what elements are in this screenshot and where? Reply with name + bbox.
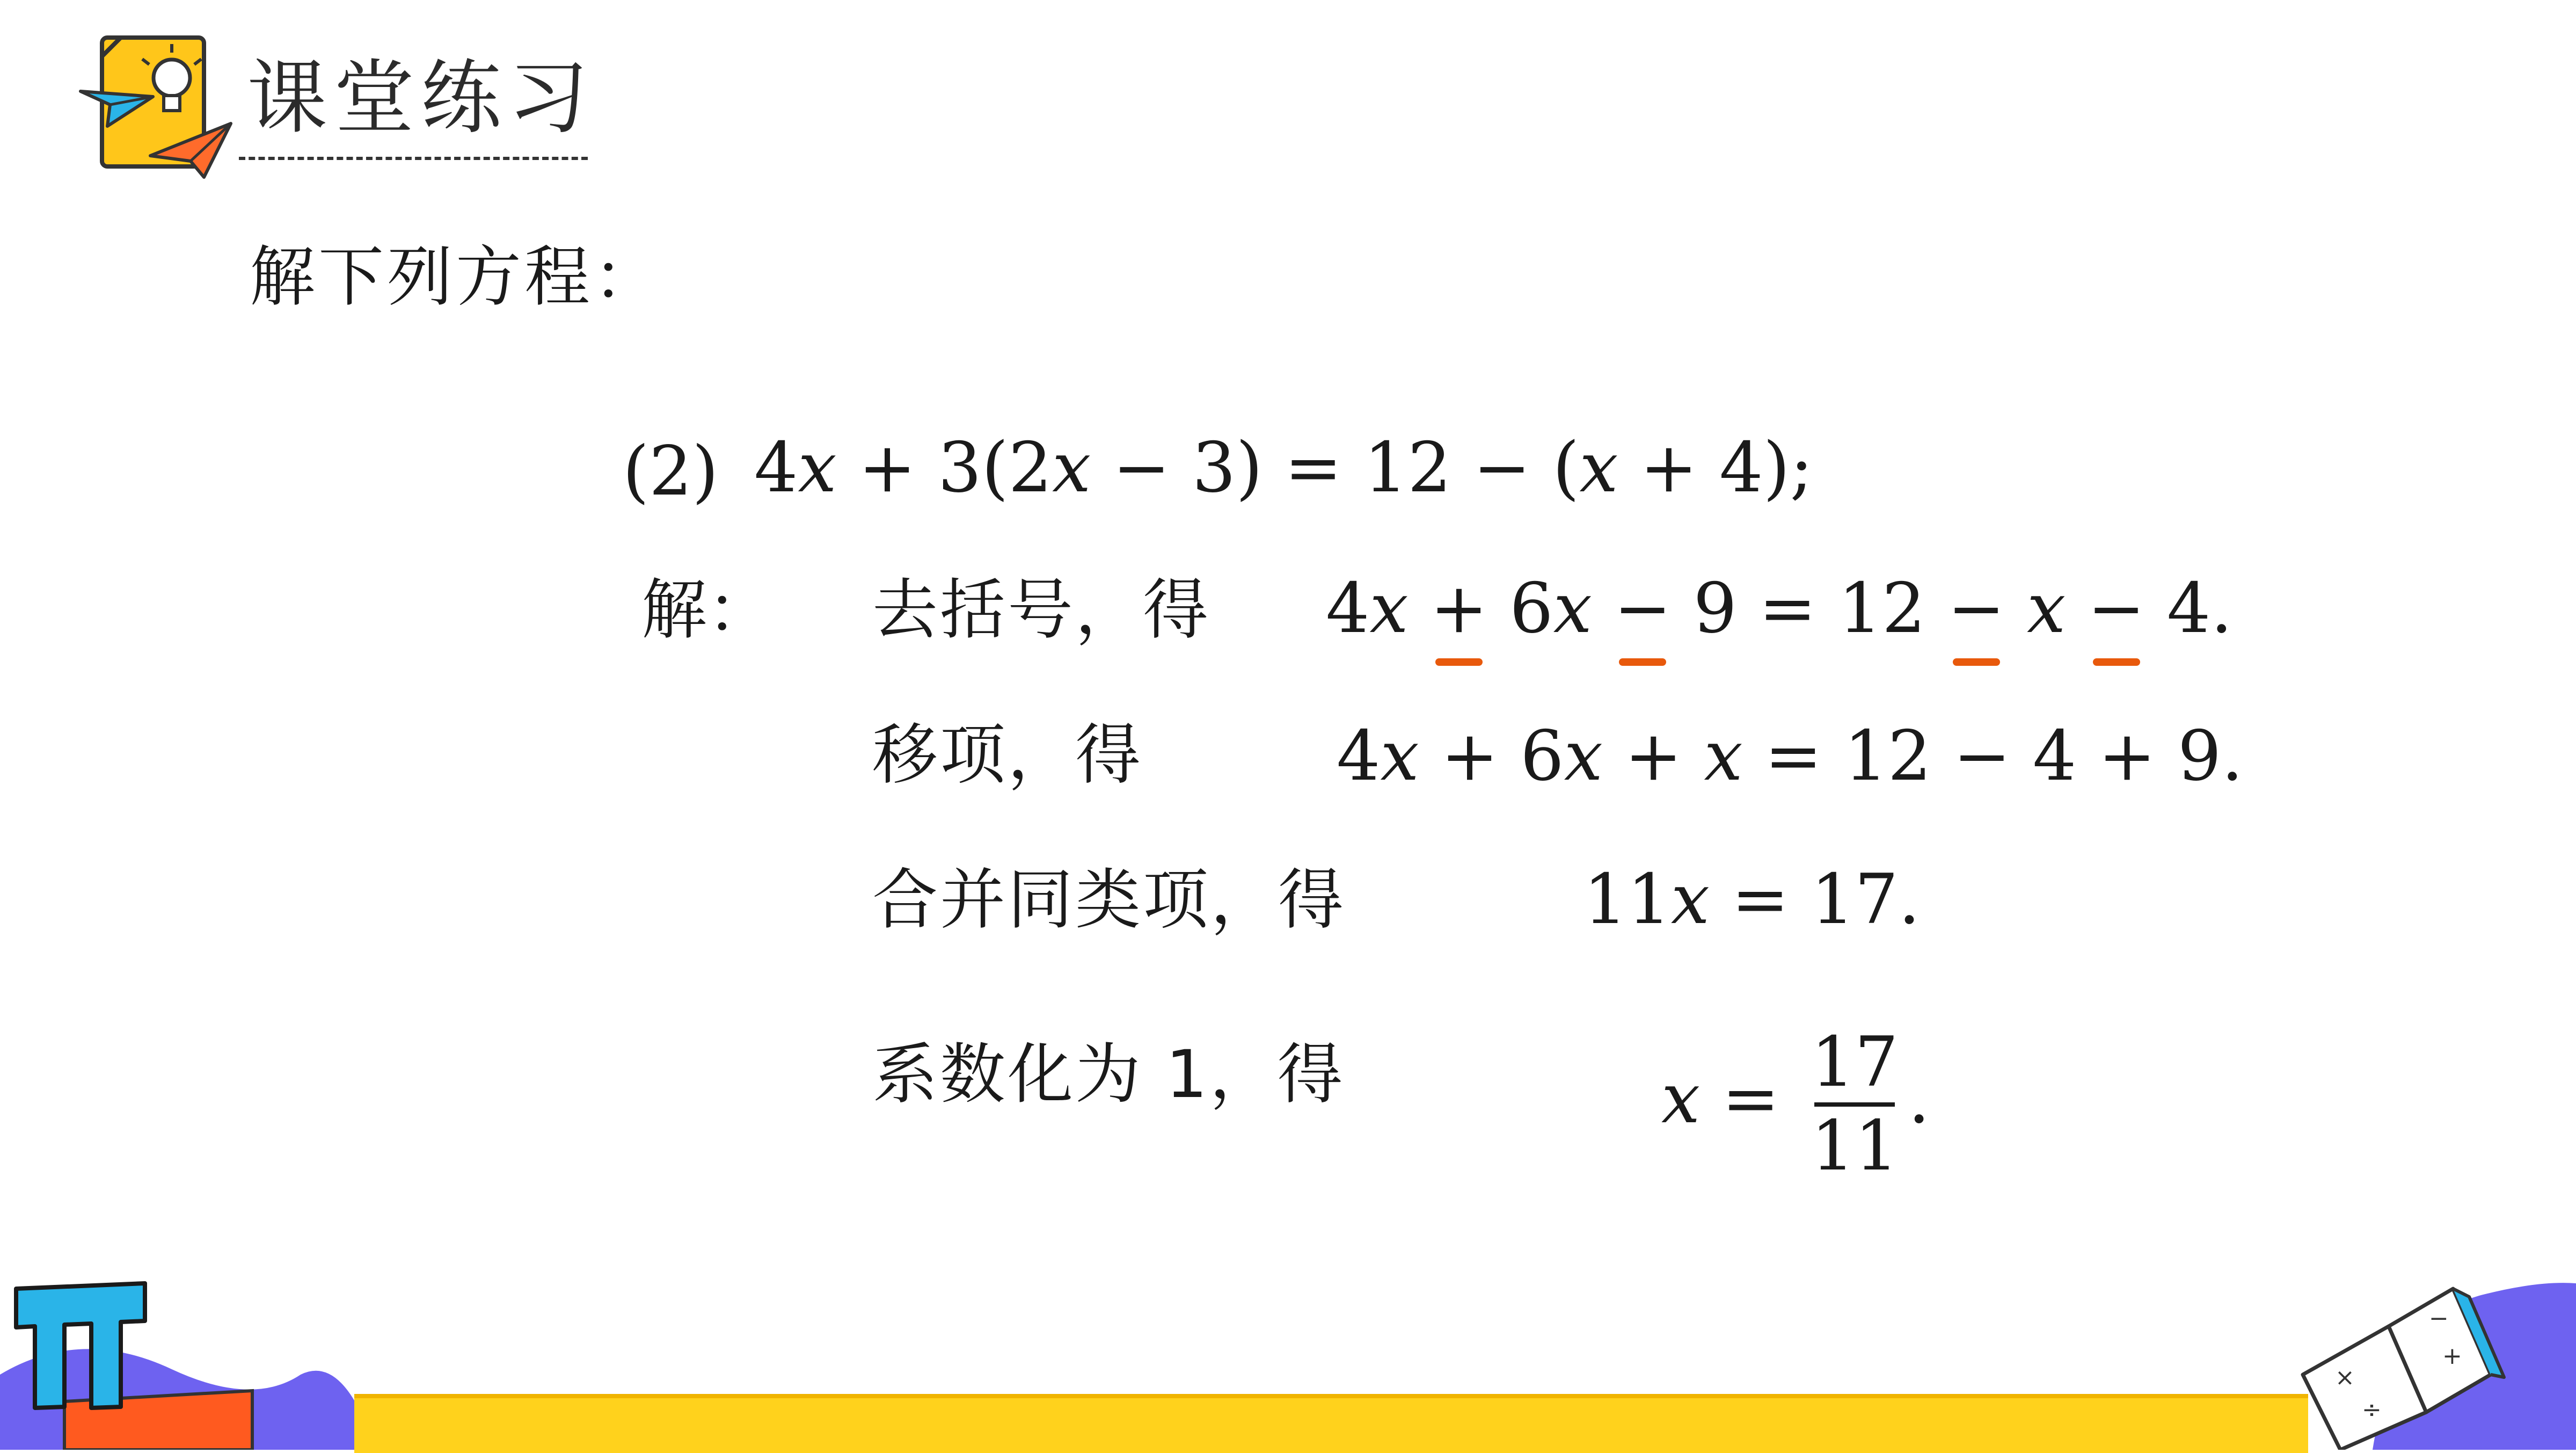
paper-plane-icon — [145, 118, 236, 183]
step-label: 合并同类项，得 — [872, 862, 1346, 938]
title-underline — [239, 157, 588, 160]
svg-text:×: × — [2335, 1364, 2355, 1391]
svg-text:+: + — [2442, 1342, 2462, 1370]
step-equation: 11x = 17. — [1583, 860, 1921, 940]
emphasis-mark — [2093, 658, 2140, 666]
svg-text:−: − — [2429, 1305, 2449, 1332]
problem-number: (2) — [623, 432, 719, 511]
bottom-band — [354, 1394, 2308, 1453]
problem-equation: 4x + 3(2x − 3) = 12 − (x + 4); — [754, 428, 1813, 508]
step-equation: 4x + 6x + x = 12 − 4 + 9. — [1337, 716, 2243, 796]
step-label: 去括号，得 — [872, 572, 1210, 648]
page-title: 课堂练习 — [247, 52, 595, 145]
step-label: 系数化为 1，得 — [872, 1036, 1345, 1113]
step-label: 移项，得 — [872, 717, 1143, 793]
svg-text:÷: ÷ — [2362, 1396, 2382, 1423]
solution-label: 解： — [641, 572, 772, 648]
step-equation: x = 17 11 . — [1661, 1022, 1930, 1186]
fraction: 17 11 — [1811, 1022, 1899, 1186]
instruction-text: 解下列方程： — [250, 239, 662, 315]
emphasis-mark — [1953, 658, 2000, 666]
open-book-icon — [2292, 1278, 2517, 1450]
bottom-band-edge — [354, 1394, 2308, 1398]
emphasis-mark — [1619, 658, 1666, 666]
pi-symbol-icon — [0, 1262, 301, 1450]
emphasis-mark — [1435, 658, 1483, 666]
step-equation: 4x + 6x − 9 = 12 − x − 4. — [1326, 575, 2232, 643]
